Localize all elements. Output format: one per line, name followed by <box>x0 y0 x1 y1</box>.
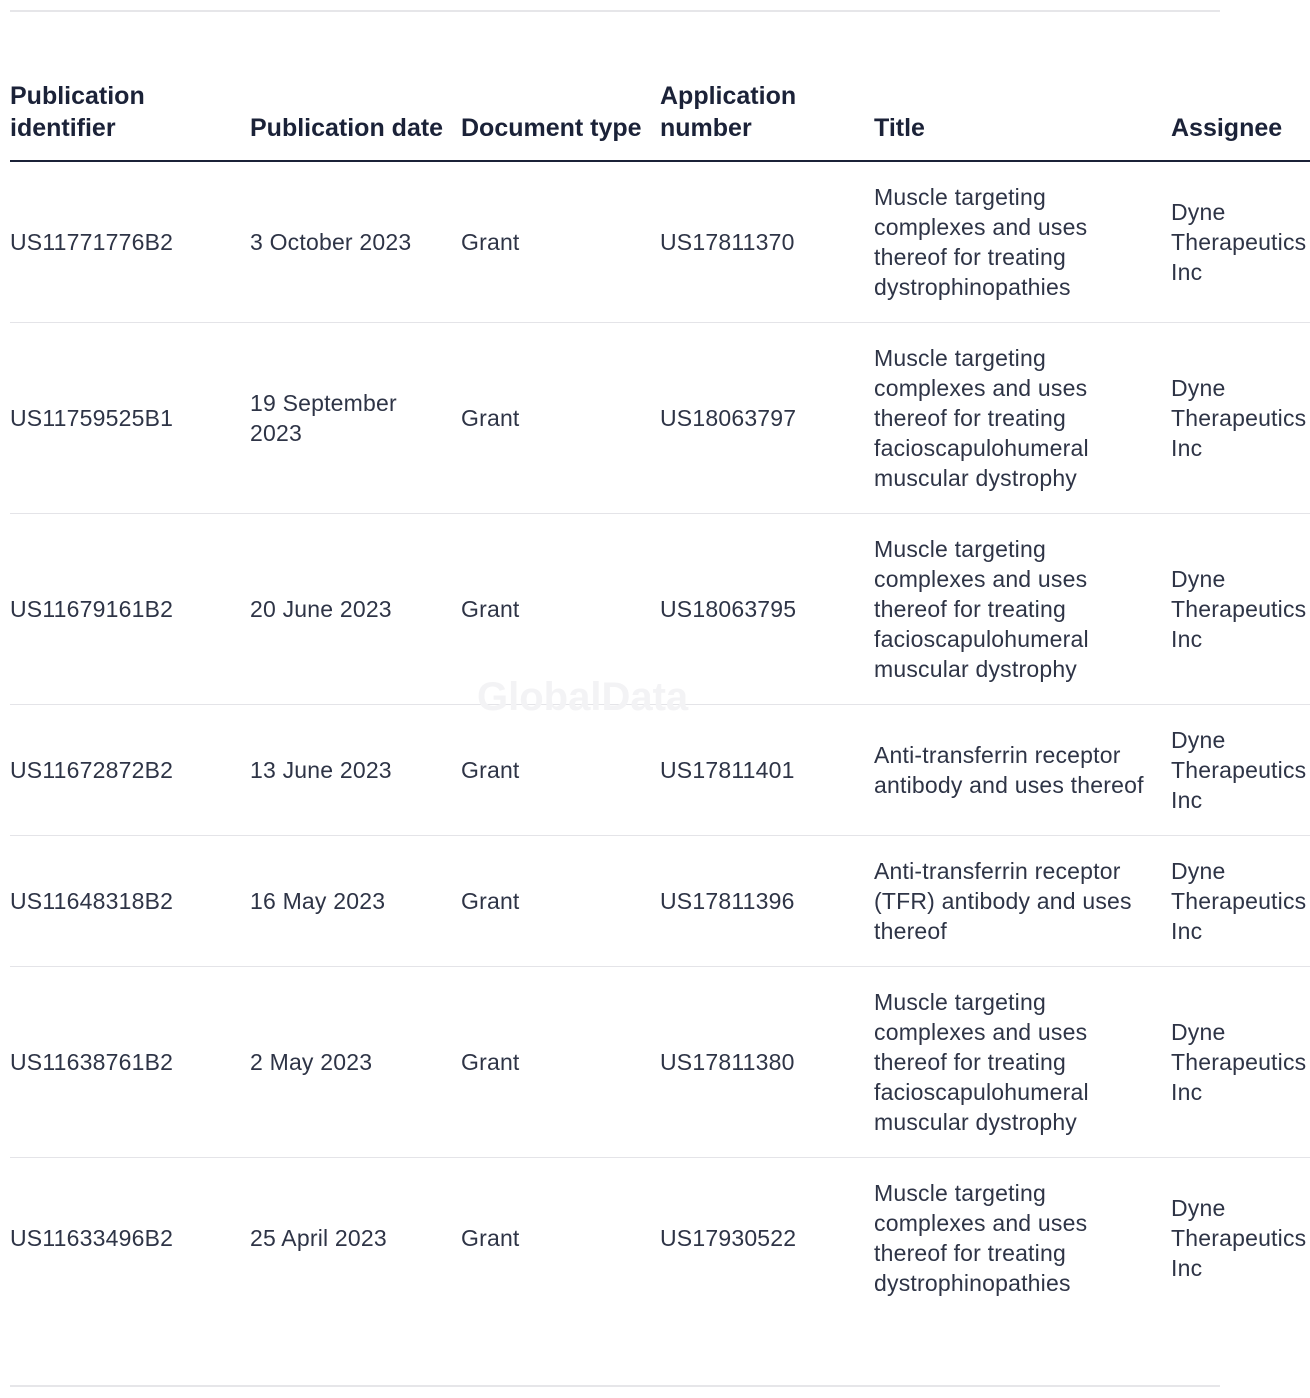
header-publication-identifier: Publication identifier <box>10 80 250 161</box>
header-document-type: Document type <box>461 80 660 161</box>
header-publication-date: Publication date <box>250 80 461 161</box>
table-header-row <box>10 80 1310 161</box>
cell-document-type: Grant <box>461 967 660 1158</box>
cell-title: Muscle targeting complexes and uses thereof for treating facioscapulohumeral muscular dystrophy <box>874 967 1171 1158</box>
cell-assignee: Dyne Therapeutics Inc <box>1171 705 1310 836</box>
table-row <box>10 161 1310 323</box>
cell-title: Muscle targeting complexes and uses thereof for treating dystrophinopathies <box>874 161 1171 323</box>
patent-table-container <box>10 80 1307 1318</box>
cell-publication-identifier: US11672872B2 <box>10 705 250 836</box>
cell-application-number: US18063797 <box>660 323 874 514</box>
cell-assignee: Dyne Therapeutics Inc <box>1171 161 1310 323</box>
cell-application-number: US17811396 <box>660 836 874 967</box>
table-row <box>10 705 1310 836</box>
table-row <box>10 967 1310 1158</box>
cell-application-number: US17811380 <box>660 967 874 1158</box>
cell-publication-identifier: US11771776B2 <box>10 161 250 323</box>
cell-application-number: US18063795 <box>660 514 874 705</box>
cell-document-type: Grant <box>461 161 660 323</box>
cell-document-type: Grant <box>461 323 660 514</box>
watermark-text: GlobalData <box>477 675 689 719</box>
cell-publication-identifier: US11679161B2 <box>10 514 250 705</box>
cell-publication-date: 19 September 2023 <box>250 323 461 514</box>
cell-document-type: Grant <box>461 836 660 967</box>
cell-title: Anti-transferrin receptor (TFR) antibody and uses thereof <box>874 836 1171 967</box>
cell-document-type: Grant <box>461 514 660 705</box>
cell-publication-identifier: US11633496B2 <box>10 1225 174 1251</box>
cell-publication-identifier: US11648318B2 <box>10 836 250 967</box>
cell-publication-identifier: US11759525B1 <box>10 323 250 514</box>
cell-title: Muscle targeting complexes and uses thereof for treating dystrophinopathies <box>874 1180 1088 1296</box>
header-assignee: Assignee <box>1171 80 1310 161</box>
header-title: Title <box>874 80 1171 161</box>
cell-publication-date: 25 April 2023 <box>250 1225 387 1251</box>
table-row <box>10 836 1310 967</box>
cell-assignee: Dyne Therapeutics Inc <box>1171 836 1310 967</box>
cell-assignee: Dyne Therapeutics Inc <box>1171 323 1310 514</box>
cell-publication-date: 20 June 2023 <box>250 514 461 705</box>
cell-assignee: Dyne Therapeutics Inc <box>1171 514 1310 705</box>
cell-publication-date: 16 May 2023 <box>250 836 461 967</box>
cell-assignee: Dyne Therapeutics Inc <box>1171 1195 1307 1281</box>
top-divider <box>10 10 1220 12</box>
cell-application-number: US17930522 <box>660 1225 797 1251</box>
header-application-number: Application number <box>660 80 874 161</box>
cell-publication-identifier: US11638761B2 <box>10 967 250 1158</box>
cell-title: Muscle targeting complexes and uses thereof for treating facioscapulohumeral muscular dystrophy <box>874 323 1171 514</box>
patent-table <box>10 80 1310 1318</box>
table-row <box>10 323 1310 514</box>
cell-publication-date: 13 June 2023 <box>250 705 461 836</box>
cell-title: Anti-transferrin receptor antibody and uses thereof <box>874 705 1171 836</box>
cell-document-type: Grant <box>461 705 660 836</box>
bottom-divider <box>10 1385 1220 1387</box>
cell-title: Muscle targeting complexes and uses thereof for treating facioscapulohumeral muscular dystrophy <box>874 514 1171 705</box>
cell-publication-date: 2 May 2023 <box>250 967 461 1158</box>
cell-application-number: US17811401 <box>660 705 874 836</box>
cell-application-number: US17811370 <box>660 161 874 323</box>
cell-publication-date: 3 October 2023 <box>250 161 461 323</box>
cell-assignee: Dyne Therapeutics Inc <box>1171 967 1310 1158</box>
table-row <box>10 514 1310 705</box>
table-row <box>10 1158 1310 1319</box>
cell-document-type: Grant <box>461 1225 520 1251</box>
